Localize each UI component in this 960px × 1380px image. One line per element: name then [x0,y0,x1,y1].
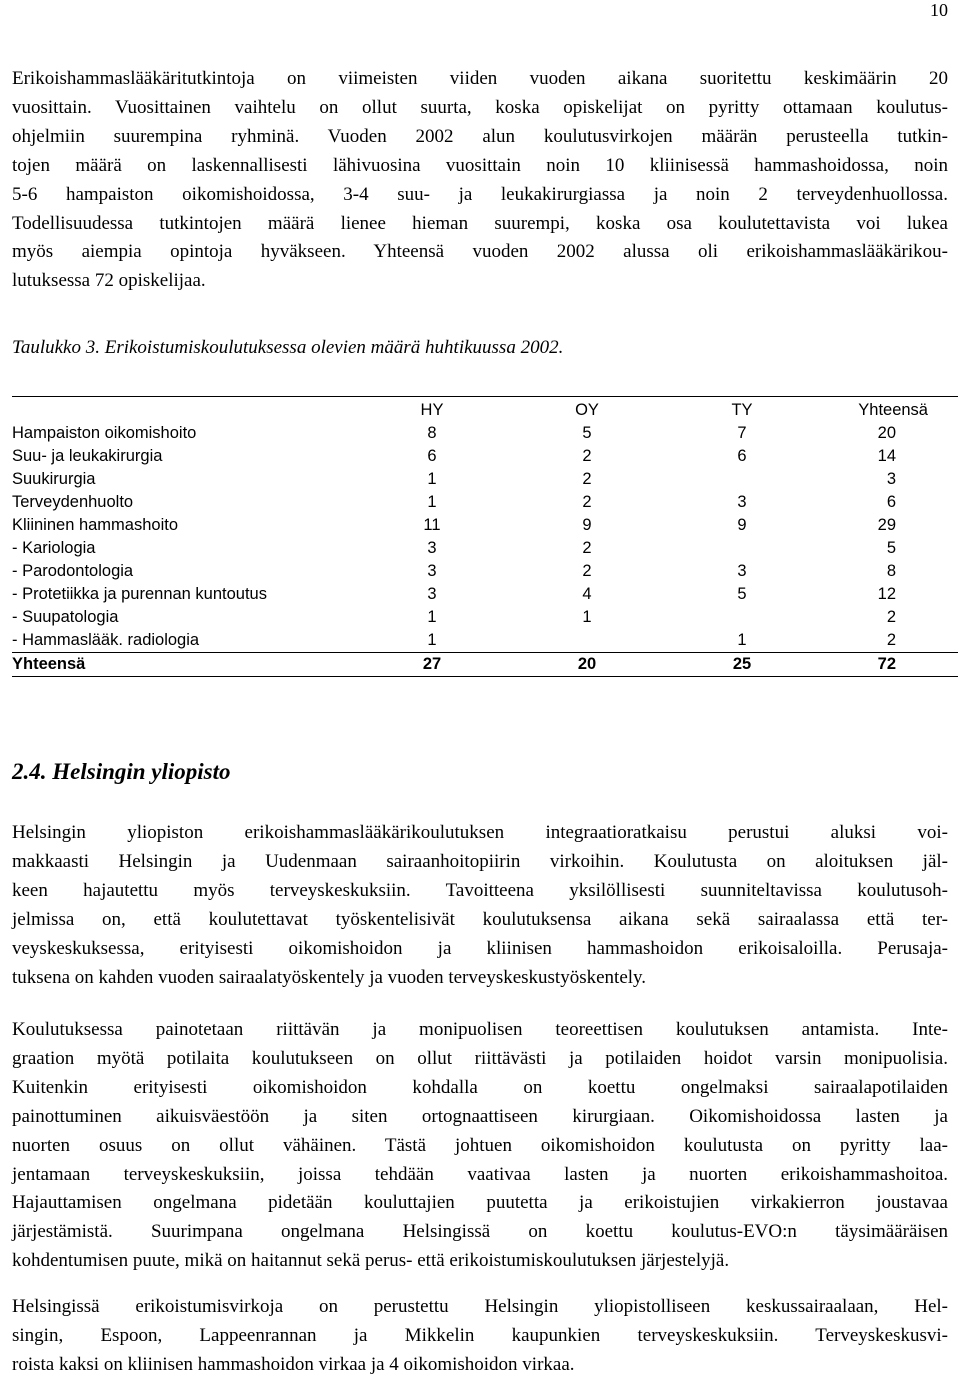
text-line: Helsingin yliopiston erikoishammaslääkärikoulutuksen integraatioratkaisu perustui aluksi voi- [12,822,948,843]
table-row [12,491,958,514]
value-cell: 72 [877,655,896,673]
row-label-cell: - Kariologia [12,539,96,557]
text-line: Erikoishammaslääkäritutkintoja on viimeisten viiden vuoden aikana suoritettu keskimäärin 20 [12,68,948,89]
value-cell: 2 [886,608,896,626]
table-row [12,468,958,491]
row-label-cell: Hampaiston oikomishoito [12,424,197,442]
row-label-cell: Terveydenhuolto [12,493,134,511]
text-line: keen hajautettu myös terveyskeskuksiin. Tavoitteena yksilöllisesti suunniteltavissa koulutusoh- [12,879,948,901]
value-cell: 7 [737,424,747,442]
text-line: Kuitenkin erityisesti oikomishoidon kohdalla on koettu ongelmaksi sairaalapotilaiden [12,1076,948,1098]
row-label-cell: Yhteensä [12,655,86,673]
value-cell: 5 [886,539,896,557]
page-number: 10 [930,0,948,20]
text-line: makkaasti Helsingin ja Uudenmaan sairaanhoitopiirin virkoihin. Koulutusta on aloituksen jäl- [12,850,948,872]
value-cell: 3 [886,470,896,488]
value-cell: 12 [877,585,896,603]
value-cell: 1 [737,631,747,649]
row-label-cell: Suu- ja leukakirurgia [12,447,163,465]
paragraph-training-emphasis [12,1016,948,1276]
value-cell: 2 [582,539,592,557]
value-cell: 8 [427,424,437,442]
value-cell: 20 [577,655,597,673]
value-cell: 1 [427,608,437,626]
value-cell: 1 [427,493,437,511]
table-caption: Taulukko 3. Erikoistumiskoulutuksessa olevien määrä huhtikuussa 2002. [12,337,564,358]
paragraph-integration [12,819,948,992]
value-cell: 2 [582,493,592,511]
value-cell: 3 [427,562,437,580]
row-label-cell: - Protetiikka ja purennan kuntoutus [12,585,267,603]
table-body [12,422,958,677]
value-cell: 1 [427,631,437,649]
row-label-cell: - Parodontologia [12,562,134,580]
table-row [12,629,958,653]
value-cell: 2 [582,470,592,488]
value-cell: 29 [877,516,896,534]
value-cell: 14 [877,447,896,465]
value-cell: 25 [732,655,752,673]
row-label-cell: Suukirurgia [12,470,96,488]
value-cell [647,606,837,629]
text-line: Koulutuksessa painotetaan riittävän ja monipuolisen teoreettisen koulutuksen antamista. Inte- [12,1019,948,1040]
table-row [12,422,958,445]
header-cell: OY [575,401,599,419]
table-row [12,537,958,560]
value-cell: 5 [582,424,592,442]
text-line: 5-6 hampaiston oikomishoidossa, 3-4 suu- ja leukakirurgiassa ja noin 2 terveydenhuollossa. [12,183,948,205]
text-line: roista kaksi on kliinisen hammashoidon virkaa ja 4 oikomishoidon virkaa. [12,1353,575,1375]
table-row [12,514,958,537]
text-line: veyskeskuksessa, erityisesti oikomishoidon ja kliinisen hammashoidon erikoisaloilla. Perusaja- [12,937,948,959]
value-cell: 3 [737,493,747,511]
section-heading: 2.4. Helsingin yliopisto [12,759,231,784]
table-row [12,606,958,629]
value-cell [647,468,837,491]
table-row [12,445,958,468]
text-line: jentamaan terveyskeskuksiin, joissa tehdään vaativaa lasten ja nuorten erikoishammashoitoa. [12,1163,948,1185]
value-cell: 11 [423,516,441,534]
value-cell: 9 [737,516,747,534]
value-cell: 8 [886,562,896,580]
text-line: nuorten osuus on ollut vähäinen. Tästä johtuen oikomishoidon koulutusta on pyritty laa- [12,1134,948,1156]
row-label-cell: Kliininen hammashoito [12,516,179,534]
value-cell: 6 [886,493,896,511]
text-line: myös aiempia opintoja hyväkseen. Yhteensä vuoden 2002 alussa oli erikoishammaslääkärikou- [12,241,948,263]
value-cell [647,537,837,560]
table-header-row [12,397,958,423]
header-cell: HY [420,401,444,419]
header-cell: Yhteensä [858,401,928,419]
header-cell: TY [731,401,753,419]
header-cell [12,397,337,423]
value-cell: 2 [582,562,592,580]
text-line: singin, Espoon, Lappeenrannan ja Mikkelin kaupunkien terveyskeskuksiin. Terveyskeskusvi- [12,1324,948,1346]
value-cell: 6 [427,447,437,465]
value-cell: 20 [877,424,896,442]
table-row [12,583,958,606]
text-line: painottuminen aikuisväestöön ja siten ortognaattiseen kirurgiaan. Oikomishoidossa lasten ja [12,1105,948,1127]
text-line: lutuksessa 72 opiskelijaa. [12,270,206,292]
value-cell: 27 [422,655,442,673]
row-label-cell: - Hammaslääk. radiologia [12,631,200,649]
value-cell [527,629,647,653]
value-cell: 4 [582,585,592,603]
text-line: vuosittain. Vuosittainen vaihtelu on ollut suurta, koska opiskelijat on pyritty ottamaan koulutus- [12,96,948,118]
text-line: järjestämistä. Suurimpana ongelmana Helsingissä on koettu koulutus-EVO:n täysimääräisen [12,1221,948,1243]
value-cell: 6 [737,447,747,465]
paragraph-positions [12,1293,948,1380]
text-line: Hajauttamisen ongelmana pidetään kouluttajien puutetta ja erikoistujien virkakierron joustavaa [12,1192,948,1214]
text-line: Todellisuudessa tutkintojen määrä lienee hieman suurempi, koska osa koulutettavista voi lukea [12,212,948,234]
value-cell: 1 [582,608,592,626]
table-row [12,560,958,583]
row-label-cell: - Suupatologia [12,608,119,626]
text-line: graation myötä potilaita koulutukseen on ollut riittävästi ja potilaiden hoidot varsin monipuolisia. [12,1047,948,1069]
value-cell: 3 [427,539,437,557]
text-line: ohjelmiin suurempina ryhminä. Vuoden 2002 alun koulutusvirkojen määrän perusteella tutkin- [12,125,948,147]
value-cell: 3 [737,562,747,580]
value-cell: 5 [737,585,747,603]
table-total-row [12,653,958,677]
text-line: jelmissa on, että koulutettavat työskentelisivät koulutuksensa aikana sekä sairaalassa että ter- [12,908,948,930]
text-line: tojen määrä on laskennallisesti lähivuosina vuosittain noin 10 kliinisessä hammashoidossa, noin [12,154,948,176]
intro-paragraph [12,65,948,296]
value-cell: 9 [582,516,592,534]
specialist-training-table [12,396,958,677]
value-cell: 3 [427,585,437,603]
value-cell: 2 [582,447,592,465]
value-cell: 2 [886,631,896,649]
text-line: Helsingissä erikoistumisvirkoja on perustettu Helsingin yliopistolliseen keskussairaalaan, Hel- [12,1296,948,1317]
text-line: tuksena on kahden vuoden sairaalatyöskentely ja vuoden terveyskeskustyöskentely. [12,966,647,988]
text-line: kohdentumisen puute, mikä on haitannut sekä perus- että erikoistumiskoulutuksen järjestelyjä. [12,1250,730,1272]
value-cell: 1 [427,470,437,488]
